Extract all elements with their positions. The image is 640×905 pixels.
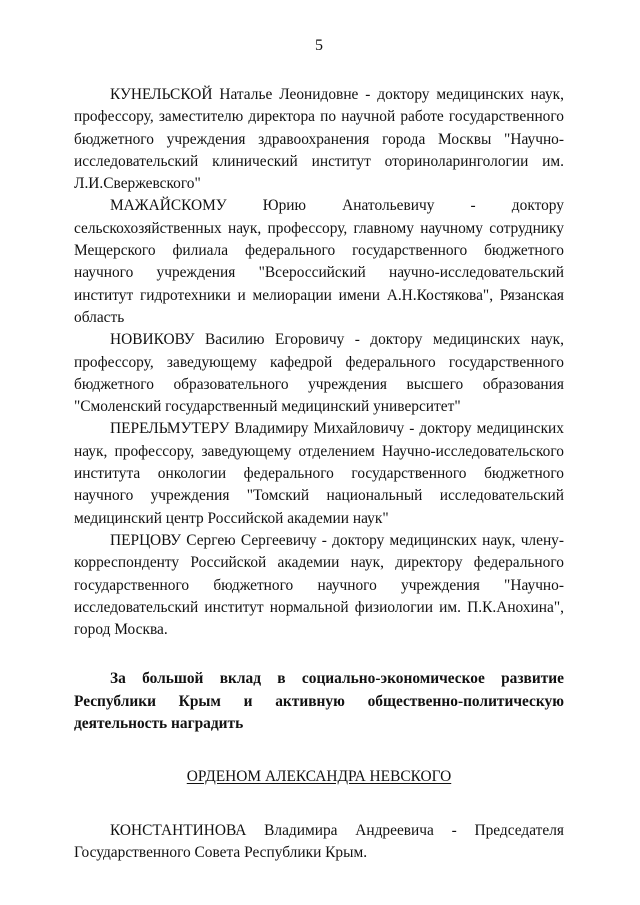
- order-title: ОРДЕНОМ АЛЕКСАНДРА НЕВСКОГО: [186, 768, 452, 786]
- award-entry-kunelskaya: КУНЕЛЬСКОЙ Наталье Леонидовне - доктору медицинских наук, профессору, заместителю директора по научной работе государственного бюджетного учреждения здравоохранения города Москвы "Научно-исследовательский клинический институт оториноларингологии им. Л.И.Свержевского": [74, 86, 564, 193]
- page-number: 5: [315, 37, 323, 54]
- document-body: [74, 84, 564, 864]
- award-entry-konstantinov: КОНСТАНТИНОВА Владимира Андреевича - Председателя Государственного Совета Республики Крым.: [74, 821, 564, 861]
- award-entry-mazhaisky: МАЖАЙСКОМУ Юрию Анатольевичу - доктору сельскохозяйственных наук, профессору, главному научному сотруднику Мещерского филиала федерального государственного бюджетного научного учреждения "Всероссийский научно-исследовательский институт гидротехники и мелиорации имени А.Н.Костякова", Рязанская область: [74, 197, 564, 326]
- award-entry-novikov: НОВИКОВУ Василию Егоровичу - доктору медицинских наук, профессору, заведующему кафедрой федерального государственного бюджетного образовательного учреждения высшего образования "Смоленский государственный медицинский университет": [74, 331, 564, 416]
- award-entry-pertsov: ПЕРЦОВУ Сергею Сергеевичу - доктору медицинских наук, члену-корреспонденту Российской академии наук, директору федерального государственного бюджетного научного учреждения "Научно-исследовательский институт нормальной физиологии им. П.К.Анохина", город Москва.: [74, 531, 564, 639]
- award-entry-perelmuter: ПЕРЕЛЬМУТЕРУ Владимиру Михайловичу - доктору медицинских наук, профессору, заведующему отделением Научно-исследовательского института онкологии федерального государственного бюджетного научного учреждения "Томский национальный исследовательский медицинский центр Российской академии наук": [74, 420, 564, 527]
- award-heading: За большой вклад в социально-экономическое развитие Республики Крым и активную общественно-политическую деятельность наградить: [74, 670, 564, 733]
